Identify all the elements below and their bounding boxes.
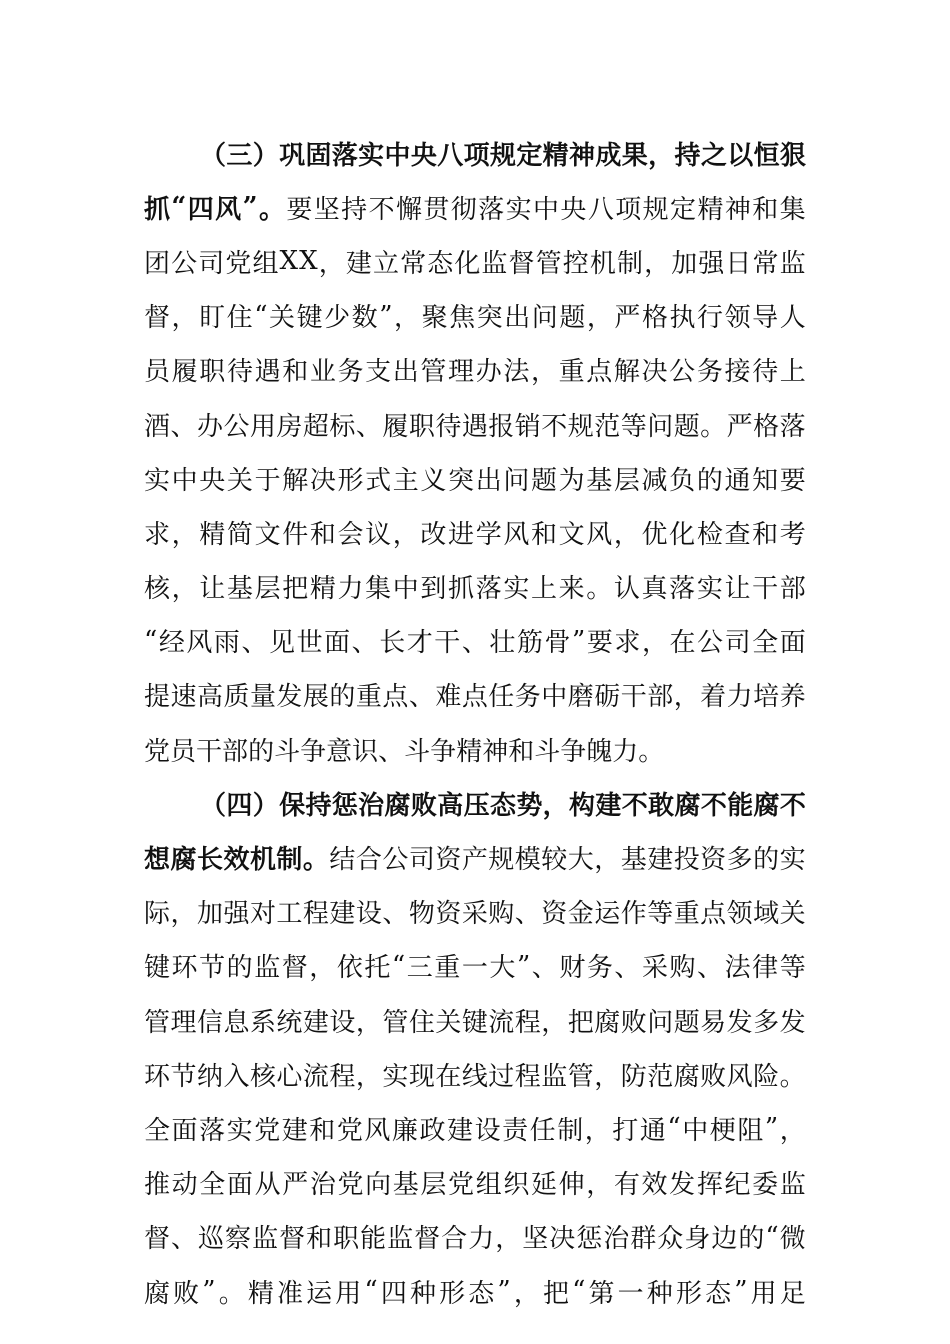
text-line: 督 ， 盯 住 “ 关 键 少 数 ” ， 聚 焦 突 出 问 题 ， 严 格 执 行 领 导 人 [144, 300, 806, 334]
text-line: 管 理 信 息 系 统 建 设 ， 管 住 关 键 流 程 ， 把 腐 败 问 题 易 发 多 发 [144, 1007, 806, 1038]
text-line: 全 面 落 实 党 建 和 党 风 廉 政 建 设 责 任 制 ， 打 通 “ 中 梗 阻 ” ， [144, 1113, 806, 1146]
text-line: 提 速 高 质 量 发 展 的 重 点 、 难 点 任 务 中 磨 砺 干 部 ， 着 力 培 养 [144, 682, 806, 713]
text-line: 环 节 纳 入 核 心 流 程 ， 实 现 在 线 过 程 监 管 ， 防 范 腐 败 风 险 。 [144, 1061, 806, 1092]
text-line: 腐 败 ” 。 精 准 运 用 “ 四 种 形 态 ” ， 把 “ 第 一 种 形 态 ” 用 足 [144, 1276, 806, 1309]
document-body [144, 126, 806, 1318]
text-line: （ 四 ） 保 持 惩 治 腐 败 高 压 态 势 ， 构 建 不 敢 腐 不 能 腐 不 [200, 790, 806, 821]
text-line: 实 中 央 关 于 解 决 形 式 主 义 突 出 问 题 为 基 层 减 负 的 通 知 要 [144, 465, 806, 496]
text-line: 际 ， 加 强 对 工 程 建 设 、 物 资 采 购 、 资 金 运 作 等 重 点 领 域 关 [144, 899, 806, 930]
text-line: 抓 “ 四 风 ” 。 要 坚 持 不 懈 贯 彻 落 实 中 央 八 项 规 定 精 神 和 集 [144, 192, 806, 225]
text-line: 求 ， 精 简 文 件 和 会 议 ， 改 进 学 风 和 文 风 ， 优 化 检 查 和 考 [144, 519, 806, 550]
text-line: 团 公 司 党 组 X X ， 建 立 常 态 化 监 督 管 控 机 制 ， 加 强 日 常 监 [144, 246, 806, 279]
text-line: 键 环 节 的 监 督 ， 依 托 “ 三 重 一 大 ” 、 财 务 、 采 购 、 法 律 等 [144, 950, 806, 984]
text-line: 员 履 职 待 遇 和 业 务 支 出 管 理 办 法 ， 重 点 解 决 公 务 接 待 上 [144, 357, 806, 388]
text-line: （ 三 ） 巩 固 落 实 中 央 八 项 规 定 精 神 成 果 ， 持 之 以 恒 狠 [200, 140, 806, 171]
text-line: 核 ， 让 基 层 把 精 力 集 中 到 抓 落 实 上 来 。 认 真 落 实 让 干 部 [144, 574, 806, 605]
text-line: 党 员 干 部 的 斗 争 意 识 、 斗 争 精 神 和 斗 争 魄 力 。 [144, 736, 665, 767]
text-line: 想 腐 长 效 机 制 。 结 合 公 司 资 产 规 模 较 大 ， 基 建 投 资 多 的 实 [144, 845, 806, 876]
text-line: 酒 、 办 公 用 房 超 标 、 履 职 待 遇 报 销 不 规 范 等 问 题 。 严 格 落 [144, 411, 806, 442]
text-line: 督 、 巡 察 监 督 和 职 能 监 督 合 力 ， 坚 决 惩 治 群 众 身 边 的 “ 微 [144, 1221, 806, 1255]
text-line: “ 经 风 雨 、 见 世 面 、 长 才 干 、 壮 筋 骨 ” 要 求 ， 在 公 司 全 面 [144, 625, 806, 659]
text-line: 推 动 全 面 从 严 治 党 向 基 层 党 组 织 延 伸 ， 有 效 发 挥 纪 委 监 [144, 1170, 806, 1201]
